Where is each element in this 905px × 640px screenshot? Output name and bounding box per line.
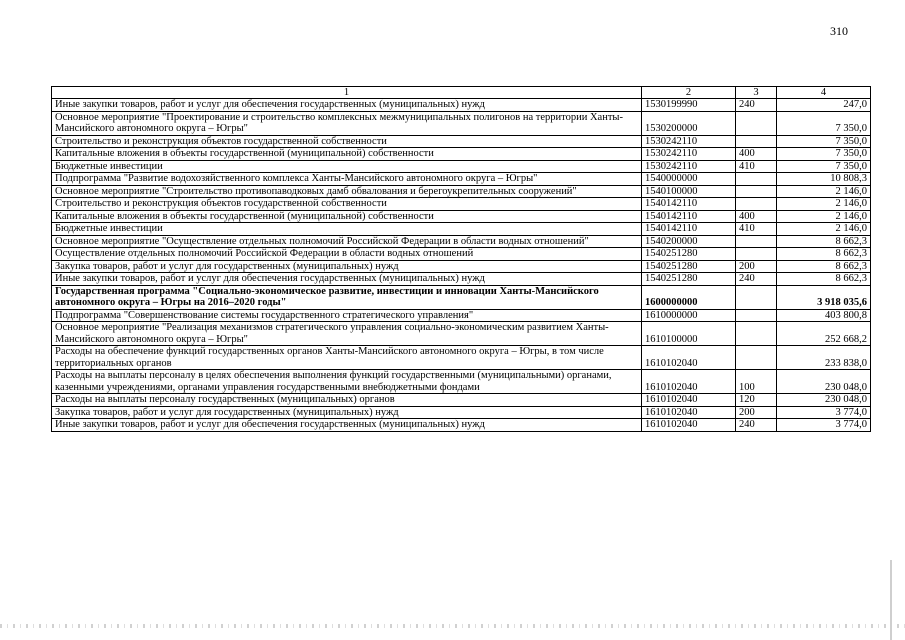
- row-sum-cell: 2 146,0: [777, 210, 871, 223]
- row-vr-cell: 120: [736, 394, 777, 407]
- table-row: [52, 173, 871, 186]
- table-row: [52, 273, 871, 286]
- table-row: [52, 406, 871, 419]
- row-name-cell: Капитальные вложения в объекты государственной (муниципальной) собственности: [52, 148, 642, 161]
- row-code-cell: 1610000000: [642, 309, 736, 322]
- row-name-cell: Осуществление отдельных полномочий Российской Федерации в области водных отношений: [52, 248, 642, 261]
- row-vr-cell: [736, 285, 777, 309]
- row-code-cell: 1610102040: [642, 419, 736, 432]
- row-sum-cell: 8 662,3: [777, 235, 871, 248]
- row-vr-cell: 400: [736, 210, 777, 223]
- row-name-cell: Бюджетные инвестиции: [52, 223, 642, 236]
- column-header-name: 1: [52, 87, 642, 99]
- row-name-cell: Основное мероприятие "Реализация механизмов стратегического управления социально-экономическим развитием Ханты-Мансийского автономного округа – Югры": [52, 322, 642, 346]
- row-code-cell: 1540251280: [642, 273, 736, 286]
- table-row: [52, 185, 871, 198]
- row-vr-cell: [736, 111, 777, 135]
- table-row: [52, 285, 871, 309]
- row-code-cell: 1540142110: [642, 210, 736, 223]
- scan-edge-mark: [890, 560, 892, 640]
- row-vr-cell: [736, 235, 777, 248]
- row-sum-cell: 2 146,0: [777, 223, 871, 236]
- row-sum-cell: 252 668,2: [777, 322, 871, 346]
- row-sum-cell: 247,0: [777, 99, 871, 112]
- row-vr-cell: 240: [736, 99, 777, 112]
- row-code-cell: 1540251280: [642, 260, 736, 273]
- table-row: [52, 210, 871, 223]
- table-row: [52, 370, 871, 394]
- row-name-cell: Строительство и реконструкция объектов государственной собственности: [52, 135, 642, 148]
- row-code-cell: 1540142110: [642, 223, 736, 236]
- row-code-cell: 1610102040: [642, 394, 736, 407]
- row-sum-cell: 2 146,0: [777, 185, 871, 198]
- row-sum-cell: 8 662,3: [777, 248, 871, 261]
- column-header-vr: 3: [736, 87, 777, 99]
- table-row: [52, 223, 871, 236]
- row-name-cell: Государственная программа "Социально-экономическое развитие, инвестиции и инновации Ханты-Мансийского автономного округа – Югры на 2016–2020 годы": [52, 285, 642, 309]
- row-sum-cell: 7 350,0: [777, 148, 871, 161]
- row-sum-cell: 10 808,3: [777, 173, 871, 186]
- column-number-row: [52, 87, 871, 99]
- row-name-cell: Подпрограмма "Развитие водохозяйственного комплекса Ханты-Мансийского автономного округа – Югры": [52, 173, 642, 186]
- row-vr-cell: [736, 185, 777, 198]
- row-code-cell: 1530199990: [642, 99, 736, 112]
- row-sum-cell: 2 146,0: [777, 198, 871, 211]
- table-row: [52, 111, 871, 135]
- table-row: [52, 248, 871, 261]
- row-code-cell: 1530200000: [642, 111, 736, 135]
- row-sum-cell: 403 800,8: [777, 309, 871, 322]
- table-row: [52, 148, 871, 161]
- scan-noise-line: [0, 624, 905, 628]
- row-code-cell: 1530242110: [642, 148, 736, 161]
- row-vr-cell: 200: [736, 406, 777, 419]
- column-header-code: 2: [642, 87, 736, 99]
- table-row: [52, 346, 871, 370]
- row-name-cell: Бюджетные инвестиции: [52, 160, 642, 173]
- table-row: [52, 198, 871, 211]
- row-name-cell: Основное мероприятие "Осуществление отдельных полномочий Российской Федерации в области водных отношений": [52, 235, 642, 248]
- row-name-cell: Подпрограмма "Совершенствование системы государственного стратегического управления": [52, 309, 642, 322]
- row-name-cell: Иные закупки товаров, работ и услуг для обеспечения государственных (муниципальных) нужд: [52, 273, 642, 286]
- row-vr-cell: 410: [736, 223, 777, 236]
- row-code-cell: 1610102040: [642, 346, 736, 370]
- row-code-cell: 1530242110: [642, 160, 736, 173]
- row-code-cell: 1540142110: [642, 198, 736, 211]
- column-header-sum: 4: [777, 87, 871, 99]
- table-row: [52, 260, 871, 273]
- row-sum-cell: 3 774,0: [777, 419, 871, 432]
- row-vr-cell: [736, 135, 777, 148]
- row-sum-cell: 7 350,0: [777, 111, 871, 135]
- row-vr-cell: 200: [736, 260, 777, 273]
- row-code-cell: 1540200000: [642, 235, 736, 248]
- row-code-cell: 1540100000: [642, 185, 736, 198]
- row-name-cell: Закупка товаров, работ и услуг для государственных (муниципальных) нужд: [52, 406, 642, 419]
- row-name-cell: Иные закупки товаров, работ и услуг для обеспечения государственных (муниципальных) нужд: [52, 419, 642, 432]
- row-name-cell: Иные закупки товаров, работ и услуг для обеспечения государственных (муниципальных) нужд: [52, 99, 642, 112]
- row-code-cell: 1530242110: [642, 135, 736, 148]
- row-name-cell: Закупка товаров, работ и услуг для государственных (муниципальных) нужд: [52, 260, 642, 273]
- row-sum-cell: 233 838,0: [777, 346, 871, 370]
- table-row: [52, 99, 871, 112]
- row-vr-cell: [736, 248, 777, 261]
- row-name-cell: Капитальные вложения в объекты государственной (муниципальной) собственности: [52, 210, 642, 223]
- table-row: [52, 235, 871, 248]
- table-body: [52, 99, 871, 432]
- row-sum-cell: 8 662,3: [777, 260, 871, 273]
- row-code-cell: 1540251280: [642, 248, 736, 261]
- row-code-cell: 1610102040: [642, 370, 736, 394]
- row-name-cell: Расходы на обеспечение функций государственных органов Ханты-Мансийского автономного округа – Югры, в том числе территориальных органов: [52, 346, 642, 370]
- row-sum-cell: 8 662,3: [777, 273, 871, 286]
- row-sum-cell: 7 350,0: [777, 135, 871, 148]
- row-vr-cell: 410: [736, 160, 777, 173]
- table-row: [52, 135, 871, 148]
- row-vr-cell: [736, 346, 777, 370]
- table-row: [52, 160, 871, 173]
- page-number: 310: [830, 24, 848, 38]
- row-code-cell: 1600000000: [642, 285, 736, 309]
- budget-table: [51, 86, 871, 432]
- table-row: [52, 322, 871, 346]
- row-vr-cell: 240: [736, 419, 777, 432]
- table-header: [52, 87, 871, 99]
- row-vr-cell: [736, 198, 777, 211]
- row-vr-cell: [736, 173, 777, 186]
- row-name-cell: Расходы на выплаты персоналу государственных (муниципальных) органов: [52, 394, 642, 407]
- row-vr-cell: [736, 309, 777, 322]
- row-sum-cell: 3 774,0: [777, 406, 871, 419]
- table-row: [52, 419, 871, 432]
- row-sum-cell: 3 918 035,6: [777, 285, 871, 309]
- row-sum-cell: 7 350,0: [777, 160, 871, 173]
- row-vr-cell: 100: [736, 370, 777, 394]
- row-code-cell: 1610100000: [642, 322, 736, 346]
- row-code-cell: 1610102040: [642, 406, 736, 419]
- row-code-cell: 1540000000: [642, 173, 736, 186]
- row-sum-cell: 230 048,0: [777, 394, 871, 407]
- table-row: [52, 394, 871, 407]
- row-vr-cell: 400: [736, 148, 777, 161]
- row-vr-cell: [736, 322, 777, 346]
- table-row: [52, 309, 871, 322]
- row-sum-cell: 230 048,0: [777, 370, 871, 394]
- row-vr-cell: 240: [736, 273, 777, 286]
- row-name-cell: Основное мероприятие "Строительство противопаводковых дамб обвалования и берегоукрепительных сооружений": [52, 185, 642, 198]
- row-name-cell: Строительство и реконструкция объектов государственной собственности: [52, 198, 642, 211]
- row-name-cell: Расходы на выплаты персоналу в целях обеспечения выполнения функций государственными (муниципальными) органами, казенными учреждениями, органами управления государственными внебюджетными фондами: [52, 370, 642, 394]
- row-name-cell: Основное мероприятие "Проектирование и строительство комплексных межмуниципальных полигонов на территории Ханты-Мансийского автономного округа – Югры": [52, 111, 642, 135]
